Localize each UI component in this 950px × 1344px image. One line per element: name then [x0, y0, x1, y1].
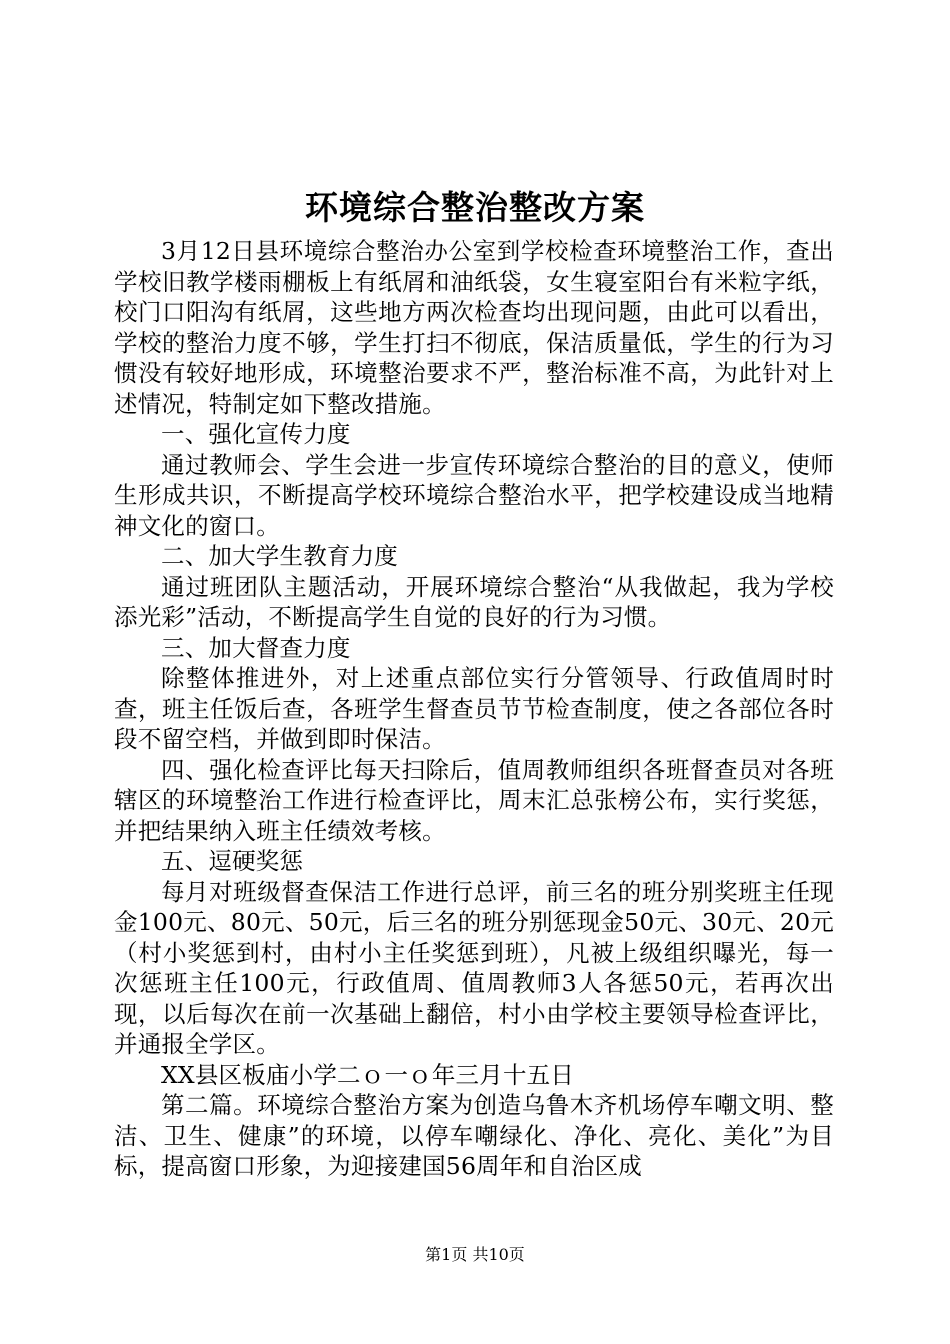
- body-paragraph: 通过班团队主题活动，开展环境综合整治“从我做起，我为学校添光彩”活动，不断提高学生自觉的良好的行为习惯。: [114, 572, 834, 631]
- section-heading: 二、加大学生教育力度: [161, 542, 398, 570]
- section-heading: 一、强化宣传力度: [161, 420, 351, 448]
- body-paragraph: 四、强化检查评比每天扫除后，值周教师组织各班督查员对各班辖区的环境整治工作进行检查评比，周末汇总张榜公布，实行奖惩，并把结果纳入班主任绩效考核。: [114, 755, 834, 845]
- body-paragraph: 每月对班级督查保洁工作进行总评，前三名的班分别奖班主任现金100元、80元、50元，后三名的班分别惩现金50元、30元、20元（村小奖惩到村，由村小主任奖惩到班），凡被上级组织曝光，每一次惩班主任100元，行政值周、值周教师3人各惩50元，若再次出现，以后每次在前一次基础上翻倍，村小由学校主要领导检查评比，并通报全学区。: [114, 877, 834, 1058]
- section-heading: 三、加大督查力度: [161, 633, 351, 662]
- section-heading: 五、逗硬奖惩: [161, 847, 304, 875]
- body-paragraph: 除整体推进外，对上述重点部位实行分管领导、行政值周时时查，班主任饭后查，各班学生督查员节节检查制度，使之各部位各时段不留空档，并做到即时保洁。: [114, 664, 834, 753]
- document-body: [114, 236, 834, 1182]
- body-paragraph: 3月12日县环境综合整治办公室到学校检查环境整治工作，查出学校旧教学楼雨棚板上有纸屑和油纸袋，女生寝室阳台有米粒字纸，校门口阳沟有纸屑，这些地方两次检查均出现问题，由此可以看出，学校的整治力度不够，学生打扫不彻底，保洁质量低，学生的行为习惯没有较好地形成，环境整治要求不严，整治标准不高，为此针对上述情况，特制定如下整改措施。: [114, 237, 834, 418]
- document-title: 环境综合整治整改方案: [305, 188, 645, 227]
- signature-line: XX县区板庙小学二ｏ一ｏ年三月十五日: [161, 1060, 575, 1089]
- body-paragraph: 第二篇。环境综合整治方案为创造乌鲁木齐机场停车嘲文明、整洁、卫生、健康”的环境，以停车嘲绿化、净化、亮化、美化”为目标，提高窗口形象，为迎接建国56周年和自治区成: [114, 1091, 834, 1180]
- page-indicator: 第1页 共10页: [425, 1245, 525, 1264]
- body-paragraph: 通过教师会、学生会进一步宣传环境综合整治的目的意义，使师生形成共识，不断提高学校环境综合整治水平，把学校建设成当地精神文化的窗口。: [114, 450, 834, 540]
- page-footer: [0, 1244, 950, 1266]
